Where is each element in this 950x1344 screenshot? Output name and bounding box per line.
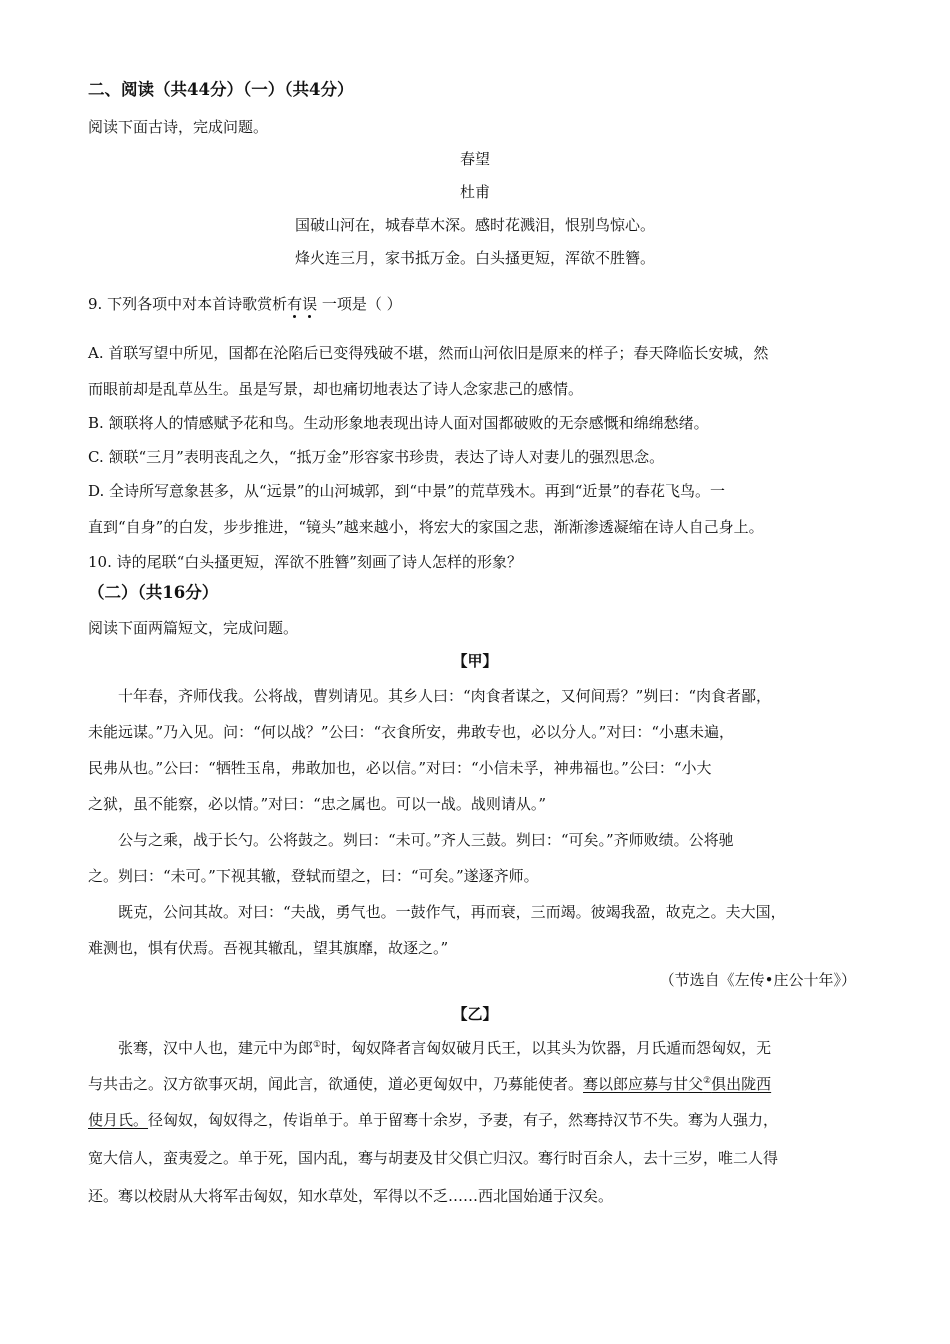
part2-instruction: 阅读下面两篇短文，完成问题。 — [88, 619, 299, 637]
part2-heading: （二）（共16分） — [88, 583, 219, 602]
passage-yi-line — [88, 1074, 868, 1094]
question-9 — [88, 294, 868, 314]
option-a-cont: 而眼前却是乱草丛生。虽是写景，却也痛切地表达了诗人念家悲己的感情。 — [88, 380, 584, 398]
passage-jia-line: 之。刿曰：“未可。”下视其辙，登轼而望之，曰：“可矣。”遂逐齐师。 — [88, 867, 539, 885]
poem-author: 杜甫 — [459, 183, 490, 201]
option-a: A. 首联写望中所见，国都在沦陷后已变得残破不堪，然而山河依旧是原来的样子；春天降临长安城，然 — [88, 344, 769, 362]
passage-jia-line: 十年春，齐师伐我。公将战，曹刿请见。其乡人曰：“肉食者谋之，又何间焉？”刿曰：“肉食者鄙， — [118, 687, 772, 705]
passage-yi-line: 宽大信人，蛮夷爱之。单于死，国内乱，骞与胡妻及甘父俱亡归汉。骞行时百余人，去十三岁，唯二人得 — [88, 1149, 779, 1167]
question-10: 10. 诗的尾联“白头搔更短，浑欲不胜簪”刻画了诗人怎样的形象？ — [88, 553, 522, 571]
poem-line: 国破山河在，城春草木深。感时花溅泪，恨别鸟惊心。 — [294, 216, 655, 234]
passage-jia-line: 公与之乘，战于长勺。公将鼓之。刿曰：“未可。”齐人三鼓。刿曰：“可矣。”齐师败绩。公将驰 — [118, 831, 734, 849]
footnote-marker: ② — [703, 1076, 712, 1086]
passage-jia-label: 【甲】 — [452, 652, 498, 670]
section-instruction: 阅读下面古诗，完成问题。 — [88, 118, 269, 136]
passage-jia-source: （节选自《左传•庄公十年》） — [659, 971, 856, 989]
emphasis-dot-char: 误 — [302, 295, 318, 313]
text-run: 张骞，汉中人也，建元中为郎 — [118, 1039, 314, 1057]
section-heading: 二、阅读（共44分）（一）（共4分） — [88, 80, 354, 99]
passage-jia-line: 难测也，惧有伏焉。吾视其辙乱，望其旗靡，故逐之。” — [88, 939, 449, 957]
poem-line: 烽火连三月，家书抵万金。白头搔更短，浑欲不胜簪。 — [294, 249, 655, 267]
passage-jia-line: 之狱，虽不能察，必以情。”对曰：“忠之属也。可以一战。战则请从。” — [88, 795, 547, 813]
option-c: C. 颔联“三月”表明丧乱之久，“抵万金”形容家书珍贵，表达了诗人对妻儿的强烈思念。 — [88, 448, 665, 466]
text-run: 与共击之。汉方欲事灭胡，闻此言，欲通使，道必更匈奴中，乃募能使者。 — [88, 1075, 584, 1093]
passage-jia-line: 既克，公问其故。对曰：“夫战，勇气也。一鼓作气，再而衰，三而竭。彼竭我盈，故克之。夫大国， — [118, 903, 786, 921]
text-run: 俱出陇西 — [711, 1075, 772, 1093]
passage-yi-line — [88, 1110, 868, 1130]
option-b: B. 颔联将人的情感赋予花和鸟。生动形象地表现出诗人面对国都破败的无奈感慨和绵绵愁绪。 — [88, 414, 709, 432]
passage-yi-line — [118, 1038, 898, 1058]
emphasis-dot-char: 有 — [287, 295, 303, 313]
text-run: 径匈奴，匈奴得之，传诣单于。单于留骞十余岁，予妻，有子，然骞持汉节不失。骞为人强力， — [148, 1111, 779, 1129]
text-run: 时，匈奴降者言匈奴破月氏王，以其头为饮器，月氏遁而怨匈奴，无 — [321, 1039, 772, 1057]
question-9-prefix: 9. 下列各项中对本首诗歌赏析 — [88, 295, 288, 313]
text-run: 骞以郎应募与甘父 — [583, 1075, 704, 1093]
underlined-sentence: 使月氏。 — [88, 1111, 149, 1129]
question-9-suffix: 一项是（ ） — [317, 295, 402, 313]
passage-yi-line: 还。骞以校尉从大将军击匈奴，知水草处，军得以不乏……西北国始通于汉矣。 — [88, 1187, 614, 1205]
underlined-sentence — [583, 1075, 771, 1093]
poem-title: 春望 — [459, 150, 490, 168]
footnote-marker: ① — [313, 1040, 322, 1050]
option-d: D. 全诗所写意象甚多，从“远景”的山河城郭，到“中景”的荒草残木。再到“近景”的春花飞鸟。一 — [88, 482, 726, 500]
passage-yi-label: 【乙】 — [452, 1005, 498, 1023]
passage-jia-line: 民弗从也。”公曰：“牺牲玉帛，弗敢加也，必以信。”对曰：“小信未孚，神弗福也。”公曰：“小大 — [88, 759, 712, 777]
option-d-cont: 直到“自身”的白发，步步推进，“镜头”越来越小，将宏大的家国之悲，渐渐渗透凝缩在诗人自己身上。 — [88, 518, 764, 536]
passage-jia-line: 未能远谋。”乃入见。问：“何以战？”公曰：“衣食所安，弗敢专也，必以分人。”对曰：“小惠未遍， — [88, 723, 735, 741]
